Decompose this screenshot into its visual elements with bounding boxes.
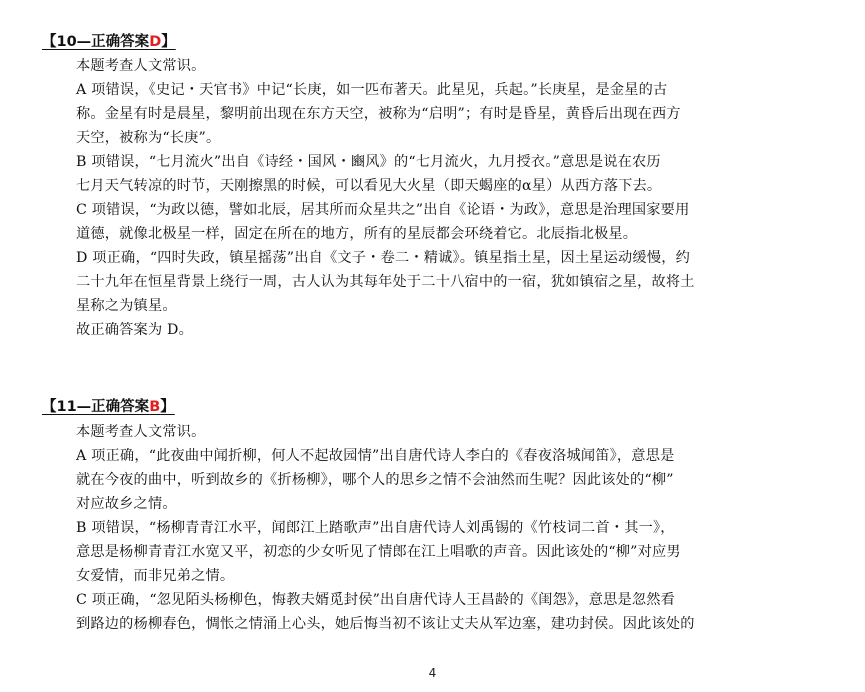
answer-letter: B — [149, 399, 161, 415]
heading-suffix: 】 — [160, 399, 175, 415]
paragraph-line: 七月天气转凉的时节，天刚擦黑的时候，可以看见大火星（即天蝎座的α星）从西方落下去。 — [76, 178, 662, 194]
heading-prefix: 【10—正确答案 — [42, 34, 150, 50]
page-number: 4 — [428, 666, 437, 680]
paragraph-line: A 项正确，“此夜曲中闻折柳，何人不起故园情”出自唐代诗人李白的《春夜洛城闻笛》，意思是 — [76, 448, 675, 464]
paragraph-line: 意思是杨柳青青江水宽又平，初恋的少女听见了情郎在江上唱歌的声音。因此该处的“柳”对应男 — [76, 544, 681, 560]
paragraph-line: D 项正确，“四时失政，镇星摇荡”出自《文子・卷二・精诚》。镇星指土星，因土星运动缓慢，约 — [76, 250, 690, 266]
paragraph-line: 故正确答案为 D。 — [76, 322, 193, 338]
paragraph-line: B 项错误，“杨柳青青江水平，闻郎江上踏歌声”出自唐代诗人刘禹锡的《竹枝词二首・其一》， — [76, 520, 675, 536]
paragraph-line: C 项正确，“忽见陌头杨柳色，悔教夫婿觅封侯”出自唐代诗人王昌龄的《闺怨》，意思是忽然看 — [76, 592, 676, 608]
paragraph-line: A 项错误，《史记・天官书》中记“长庚，如一匹布著天。此星见，兵起。”长庚星，是金星的古 — [76, 82, 668, 98]
paragraph-line: B 项错误，“七月流火”出自《诗经・国风・豳风》的“七月流火，九月授衣。”意思是说在农历 — [76, 154, 661, 170]
paragraph-line: 天空，被称为“长庚”。 — [76, 130, 221, 146]
paragraph-line: C 项错误，“为政以德，譬如北辰，居其所而众星共之”出自《论语・为政》，意思是治理国家要用 — [76, 202, 690, 218]
paragraph-line: 对应故乡之情。 — [76, 496, 177, 512]
paragraph-line: 星称之为镇星。 — [76, 298, 177, 314]
paragraph-line: 本题考查人文常识。 — [76, 58, 206, 74]
paragraph-line: 到路边的杨柳春色，惆怅之情涌上心头，她后悔当初不该让丈夫从军边塞，建功封侯。因此该处的 — [76, 616, 695, 632]
heading-prefix: 【11—正确答案 — [42, 399, 150, 415]
answer-heading-11 — [42, 398, 175, 416]
answer-heading-10 — [42, 33, 176, 51]
paragraph-line: 二十九年在恒星背景上绕行一周，古人认为其每年处于二十八宿中的一宿，犹如镇宿之星，故将土 — [76, 274, 695, 290]
heading-suffix: 】 — [161, 34, 176, 50]
paragraph-line: 女爱情，而非兄弟之情。 — [76, 568, 235, 584]
paragraph-line: 道德，就像北极星一样，固定在所在的地方，所有的星辰都会环绕着它。北辰指北极星。 — [76, 226, 638, 242]
paragraph-line: 本题考查人文常识。 — [76, 424, 206, 440]
paragraph-line: 称。金星有时是晨星，黎明前出现在东方天空，被称为“启明”；有时是昏星，黄昏后出现在西方 — [76, 106, 681, 122]
answer-letter: D — [149, 34, 162, 50]
paragraph-line: 就在今夜的曲中，听到故乡的《折杨柳》，哪个人的思乡之情不会油然而生呢？因此该处的“柳” — [76, 472, 674, 488]
